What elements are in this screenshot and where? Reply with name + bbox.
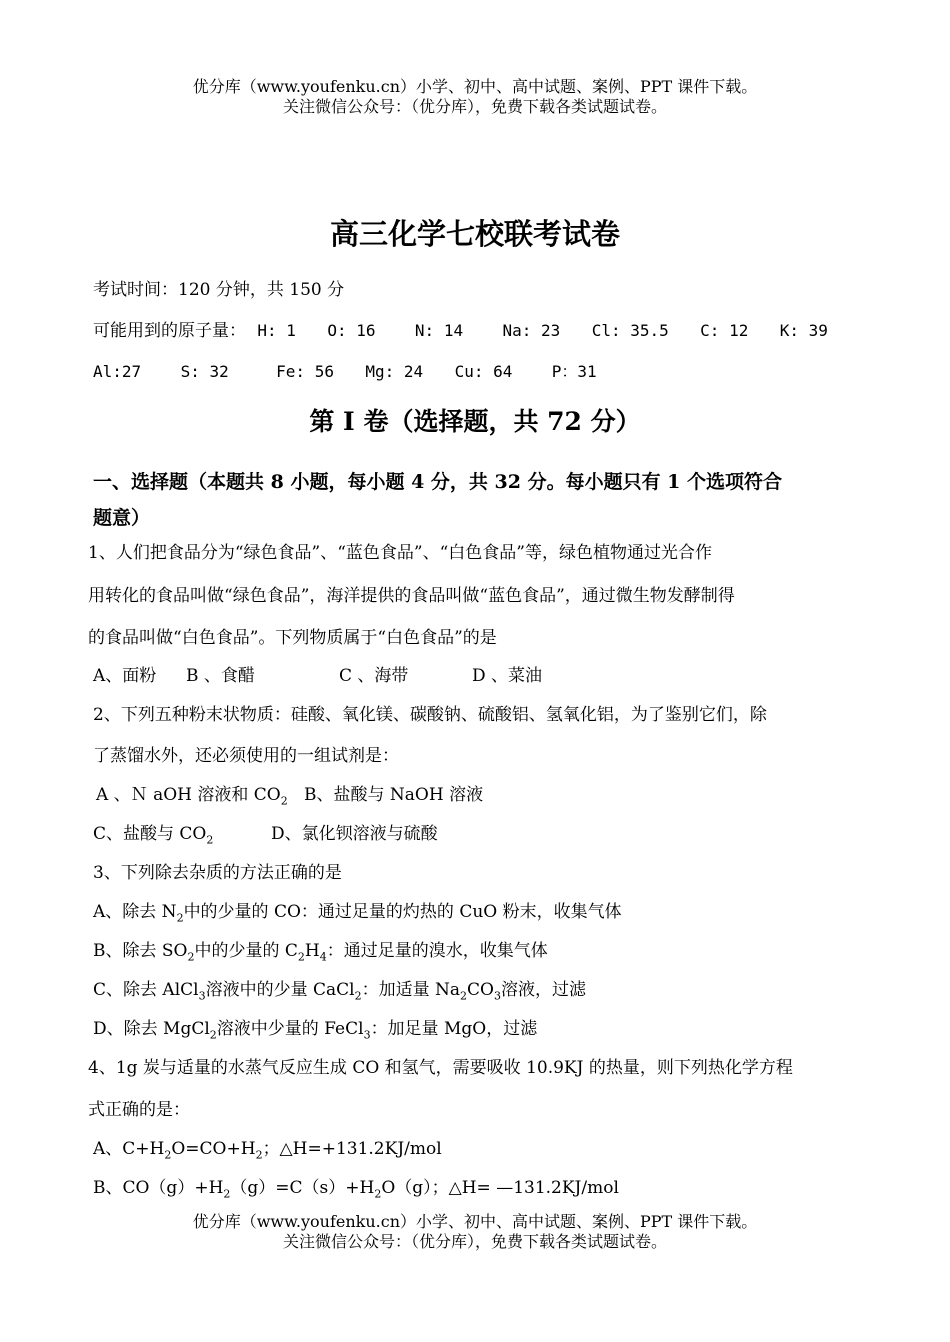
subscript: 3 — [363, 1028, 371, 1042]
page-header-line1: 优分库（www.youfenku.cn）小学、初中、高中试题、案例、PPT 课件下载。 — [192, 77, 758, 96]
atom-k: K: 39 — [779, 321, 828, 340]
q2-option-b: B、盐酸与 NaOH 溶液 — [304, 785, 484, 805]
subscript: 2 — [223, 1187, 231, 1201]
exam-title: 高三化学七校联考试卷 — [329, 217, 620, 251]
subscript: 2 — [206, 833, 214, 847]
q3-option-d — [93, 1014, 537, 1041]
atom-cu: Cu: 64 — [454, 362, 513, 381]
atom-na: Na: 23 — [502, 321, 561, 340]
subscript: 2 — [255, 1148, 263, 1162]
q3-b-part3: H — [304, 941, 320, 961]
q2-option-d: D、氯化钡溶液与硫酸 — [271, 824, 438, 844]
atom-h: H: 1 — [257, 321, 296, 340]
q3-option-c — [93, 975, 586, 1002]
page-header-line2: 关注微信公众号：（优分库），免费下载各类试题试卷。 — [282, 97, 667, 116]
q1-option-b: B 、食醋 — [186, 666, 255, 686]
q2-option-c-text: C、盐酸与 CO — [93, 824, 207, 844]
section-title-line1: 一、选择题（本题共 8 小题，每小题 4 分，共 32 分。每小题只有 1 个选项符合 — [93, 471, 783, 493]
atom-fe: Fe: 56 — [276, 362, 334, 381]
q4-a-part3: ；△H=+131.2KJ/mol — [262, 1139, 442, 1159]
q4-a-part2: O=CO+H — [171, 1139, 256, 1159]
q2-line1: 2、下列五种粉末状物质：硅酸、氧化镁、碳酸钠、硫酸铝、氢氧化铝，为了鉴别它们，除 — [93, 705, 767, 725]
subscript: 2 — [209, 1028, 217, 1042]
atomic-mass-label: 可能用到的原子量： — [93, 321, 246, 341]
q3-d-part2: 溶液中少量的 FeCl — [216, 1019, 364, 1039]
q1-option-c: C 、海带 — [339, 666, 409, 686]
q1-line2: 用转化的食品叫做“绿色食品”，海洋提供的食品叫做“蓝色食品”，通过微生物发酵制得 — [88, 586, 735, 606]
q3-d-part1: D、除去 MgCl — [93, 1019, 210, 1039]
q3-c-part2: 溶液中的少量 CaCl — [205, 980, 355, 1000]
q4-a-part1: A、C+H — [93, 1139, 165, 1159]
subscript: 3 — [493, 989, 501, 1003]
q3-b-part4: ：通过足量的溴水，收集气体 — [326, 941, 548, 961]
q4-b-part3: O（g）；△H= —131.2KJ/mol — [381, 1178, 619, 1198]
page-footer-line2: 关注微信公众号：（优分库），免费下载各类试题试卷。 — [282, 1232, 667, 1251]
q3-a-part1: A、除去 N — [93, 902, 177, 922]
subscript: 2 — [297, 950, 305, 964]
atom-s: S: 32 — [180, 362, 229, 381]
q1-option-a: A、面粉 — [93, 666, 157, 686]
q3-d-part3: ：加足量 MgO，过滤 — [370, 1019, 538, 1039]
subscript: 2 — [460, 989, 467, 1003]
q1-line1: 1、人们把食品分为“绿色食品”、“蓝色食品”、“白色食品”等，绿色植物通过光合作 — [88, 543, 712, 563]
q4-b-part1: B、CO（g）+H — [93, 1178, 224, 1198]
q4-line2: 式正确的是： — [88, 1100, 190, 1120]
q2-option-c — [93, 819, 213, 846]
q1-option-d: D 、菜油 — [472, 666, 543, 686]
subscript: 2 — [374, 1187, 382, 1201]
q3-a-part2: 中的少量的 CO：通过足量的灼热的 CuO 粉末，收集气体 — [183, 902, 622, 922]
subscript: 2 — [164, 1148, 172, 1162]
atom-o: O: 16 — [327, 321, 376, 340]
q2-line2: 了蒸馏水外，还必须使用的一组试剂是： — [93, 746, 399, 766]
atom-p: P：31 — [551, 362, 597, 381]
q4-line1: 4、1g 炭与适量的水蒸气反应生成 CO 和氢气，需要吸收 10.9KJ 的热量，则下列热化学方程 — [88, 1058, 793, 1078]
q2-option-a-text: A 、Ｎ aOH 溶液和 CO — [96, 785, 281, 805]
q4-b-part2: （g）=C（s）+H — [230, 1178, 375, 1198]
atom-c: C: 12 — [700, 321, 749, 340]
q3-line1: 3、下列除去杂质的方法正确的是 — [93, 863, 342, 883]
subscript: 2 — [280, 794, 288, 808]
q3-c-part1: C、除去 AlCl — [93, 980, 199, 1000]
q4-option-a — [93, 1134, 442, 1161]
q3-c-part4: CO — [467, 980, 494, 1000]
subscript: 4 — [319, 950, 327, 964]
q4-option-b — [93, 1173, 619, 1200]
q3-option-b — [93, 936, 548, 963]
atom-n: N: 14 — [414, 321, 464, 340]
atomic-mass-row2 — [93, 359, 597, 382]
q2-option-a — [96, 780, 288, 807]
q1-line3: 的食品叫做“白色食品”。下列物质属于“白色食品”的是 — [88, 628, 497, 648]
part1-title: 第 I 卷（选择题，共 72 分） — [309, 407, 641, 436]
atomic-mass-row1 — [93, 316, 828, 341]
subscript: 2 — [176, 911, 184, 925]
atom-cl: Cl: 35.5 — [591, 321, 669, 340]
exam-time-info: 考试时间：120 分钟，共 150 分 — [93, 280, 345, 300]
subscript: 3 — [198, 989, 206, 1003]
page-footer-line1: 优分库（www.youfenku.cn）小学、初中、高中试题、案例、PPT 课件下载。 — [192, 1212, 758, 1231]
subscript: 2 — [187, 950, 195, 964]
q3-c-part3: ：加适量 Na — [361, 980, 460, 1000]
q3-b-part2: 中的少量的 C — [194, 941, 298, 961]
q3-b-part1: B、除去 SO — [93, 941, 188, 961]
subscript: 2 — [354, 989, 362, 1003]
atom-al: Al:27 — [93, 362, 142, 381]
q3-option-a — [93, 897, 622, 924]
q3-c-part5: 溶液，过滤 — [500, 980, 586, 1000]
atom-mg: Mg: 24 — [365, 362, 424, 381]
section-title-line2: 题意） — [93, 507, 151, 529]
